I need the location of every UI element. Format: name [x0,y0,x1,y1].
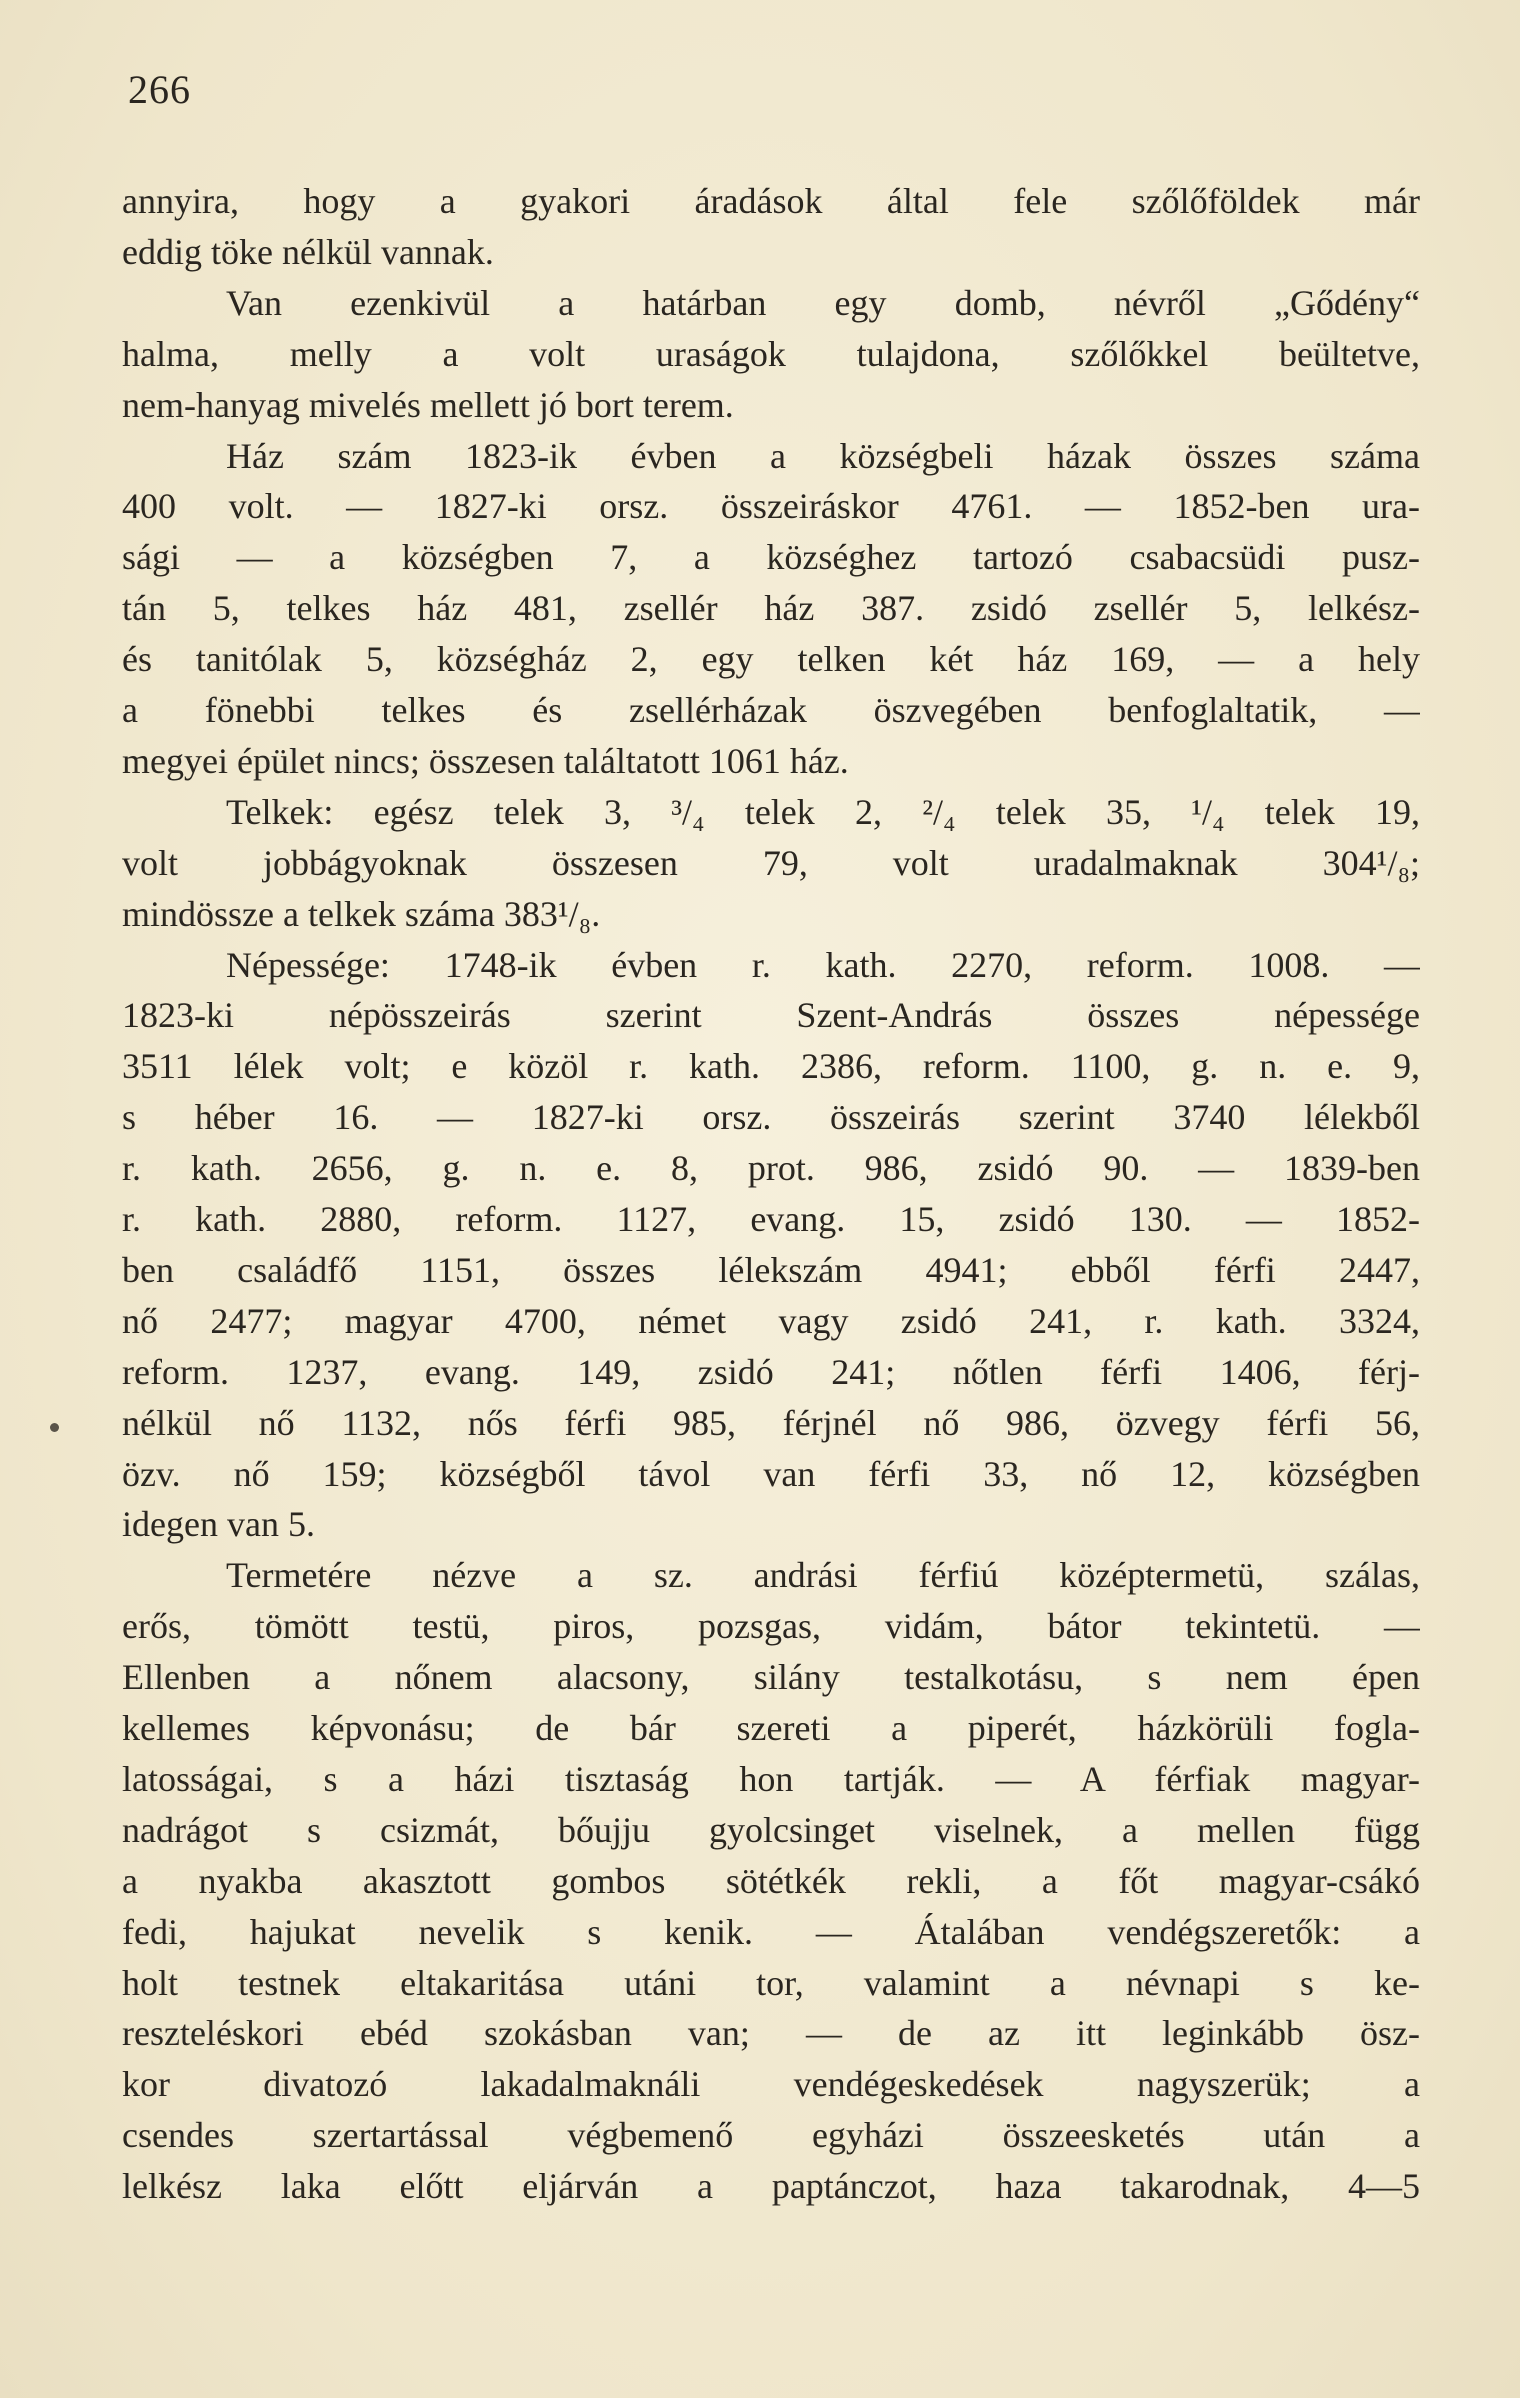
text-line: Ellenben a nőnem alacsony, silány testalkotásu, s nem épen [122,1657,1420,1698]
text-line: lelkész laka előtt eljárván a paptánczot, haza takarodnak, 4—5 [122,2166,1420,2207]
text-line: özv. nő 159; községből távol van férfi 33, nő 12, községben [122,1453,1420,1494]
margin-mark [50,1423,59,1432]
text-line: megyei épület nincs; összesen találtatott 1061 ház. [122,740,849,781]
text-line: latosságai, s a házi tisztaság hon tartják. — A férfiak magyar- [122,1758,1420,1799]
text-line: nadrágot s csizmát, bőujju gyolcsinget viselnek, a mellen függ [122,1809,1420,1850]
text-line: eddig töke nélkül vannak. [122,231,494,272]
text-line: r. kath. 2880, reform. 1127, evang. 15, zsidó 130. — 1852- [122,1199,1420,1239]
text-line: fedi, hajukat nevelik s kenik. — Átalában vendégszeretők: a [122,1911,1420,1952]
text-line: 1823-ki népösszeirás szerint Szent-András összes népessége [122,995,1420,1036]
text-line: s héber 16. — 1827-ki orsz. összeirás szerint 3740 lélekből [122,1097,1420,1138]
page-number: 266 [128,67,191,112]
text-line: nélkül nő 1132, nős férfi 985, férjnél nő 986, özvegy férfi 56, [122,1402,1420,1443]
text-line: r. kath. 2656, g. n. e. 8, prot. 986, zsidó 90. — 1839-ben [122,1148,1420,1189]
text-line: erős, tömött testü, piros, pozsgas, vidám, bátor tekintetü. — [122,1606,1420,1647]
text-line: 3511 lélek volt; e közöl r. kath. 2386, reform. 1100, g. n. e. 9, [122,1046,1420,1087]
text-line: reszteléskori ebéd szokásban van; — de az itt leginkább ösz- [122,2013,1420,2054]
text-line: sági — a községben 7, a községhez tartozó csabacsüdi pusz- [122,537,1420,578]
text-line: Népessége: 1748-ik évben r. kath. 2270, reform. 1008. — [226,944,1420,985]
text-line: annyira, hogy a gyakori áradások által fele szőlőföldek már [122,181,1420,221]
text-line: tán 5, telkes ház 481, zsellér ház 387. zsidó zsellér 5, lelkész- [122,588,1420,629]
text-line: holt testnek eltakaritása utáni tor, valamint a névnapi s ke- [122,1962,1420,2003]
text-line: a nyakba akasztott gombos sötétkék rekli, a főt magyar-csákó [122,1860,1420,1901]
text-line: nem-hanyag mivelés mellett jó bort terem. [122,384,734,425]
text-line: nő 2477; magyar 4700, német vagy zsidó 241, r. kath. 3324, [122,1300,1420,1341]
text-line: kor divatozó lakadalmaknáli vendégeskedések nagyszerük; a [122,2064,1420,2105]
text-line: a fönebbi telkes és zsellérházak öszvegében benfoglaltatik, — [122,690,1420,730]
text-line: Termetére nézve a sz. andrási férfiú középtermetü, szálas, [226,1555,1420,1596]
text-line: idegen van 5. [122,1504,315,1545]
text-line: volt jobbágyoknak összesen 79, volt uradalmaknak 304¹/₈; [122,842,1420,883]
text-line: ben családfő 1151, összes lélekszám 4941; ebből férfi 2447, [122,1249,1420,1290]
text-line: reform. 1237, evang. 149, zsidó 241; nőtlen férfi 1406, férj- [122,1351,1420,1392]
text-line: 400 volt. — 1827-ki orsz. összeiráskor 4761. — 1852-ben ura- [122,486,1420,527]
text-line: Ház szám 1823-ik évben a községbeli házak összes száma [226,435,1420,476]
text-line: Van ezenkivül a határban egy domb, névről „Gődény“ [226,282,1420,323]
text-line: Telkek: egész telek 3, ³/₄ telek 2, ²/₄ telek 35, ¹/₄ telek 19, [226,791,1420,832]
text-line: csendes szertartással végbemenő egyházi összeesketés után a [122,2115,1420,2156]
text-line: kellemes képvonásu; de bár szereti a piperét, házkörüli fogla- [122,1708,1420,1748]
text-line: halma, melly a volt uraságok tulajdona, szőlőkkel beültetve, [122,333,1420,374]
text-line: mindössze a telkek száma 383¹/₈. [122,893,601,934]
text-line: és tanitólak 5, községház 2, egy telken két ház 169, — a hely [122,639,1420,680]
